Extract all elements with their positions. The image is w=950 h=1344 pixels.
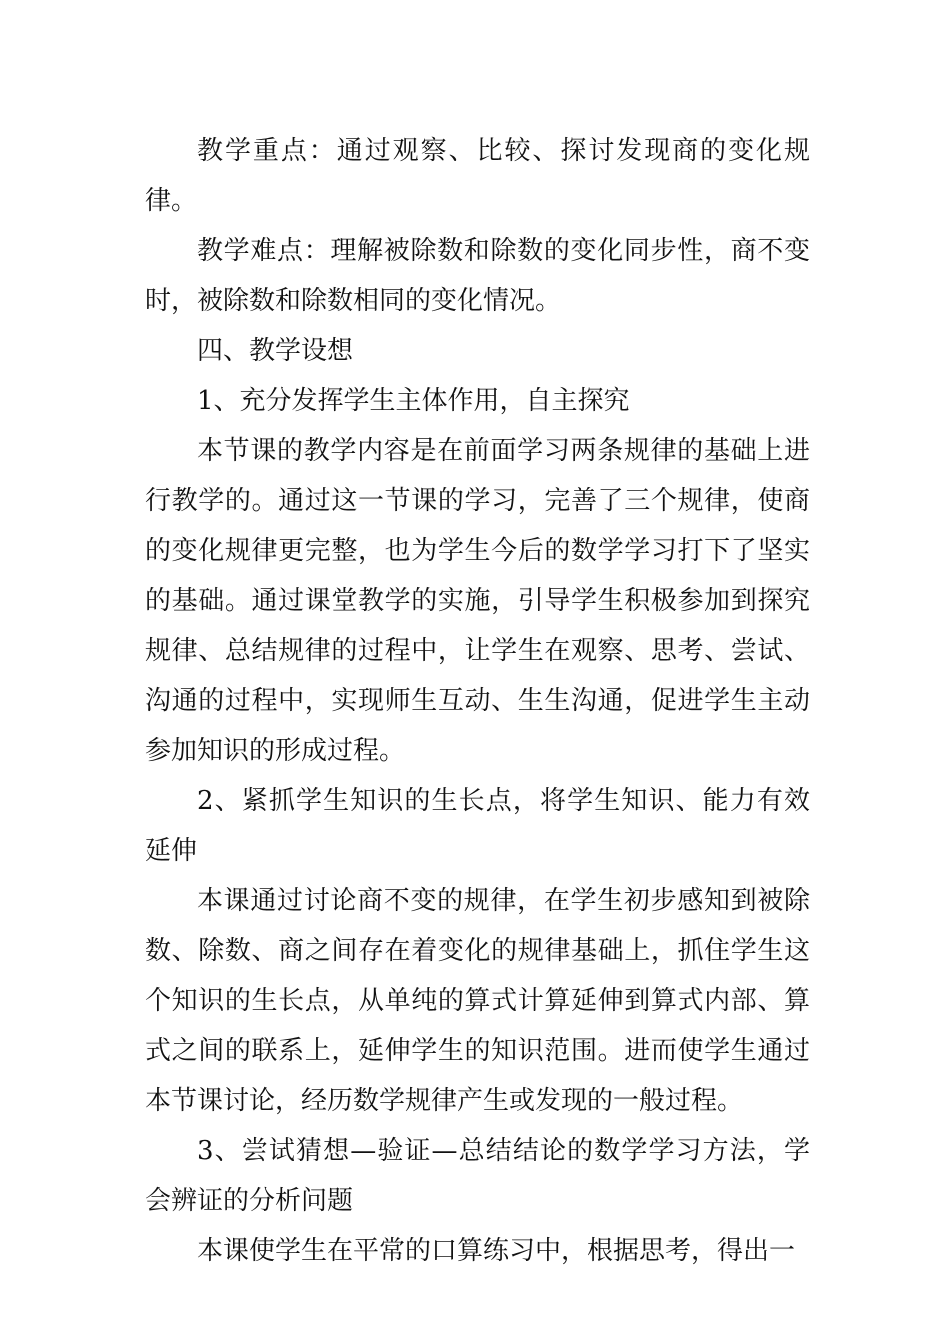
section-heading-teaching-plan: 四、教学设想 [197, 336, 354, 366]
item-3-heading: 3、尝试猜想—验证—总结结论的数学学习方法，学会辨证的分析问题 [145, 1136, 810, 1216]
item-2-heading: 2、紧抓学生知识的生长点，将学生知识、能力有效延伸 [145, 786, 810, 866]
item-1-heading: 1、充分发挥学生主体作用，自主探究 [197, 386, 630, 416]
teaching-difficult-point: 教学难点：理解被除数和除数的变化同步性，商不变时，被除数和除数相同的变化情况。 [145, 236, 810, 316]
document-body [145, 126, 810, 1276]
item-2-body: 本课通过讨论商不变的规律，在学生初步感知到被除数、除数、商之间存在着变化的规律基础上，抓住学生这个知识的生长点，从单纯的算式计算延伸到算式内部、算式之间的联系上，延伸学生的知识范围。进而使学生通过本节课讨论，经历数学规律产生或发现的一般过程。 [145, 886, 810, 1116]
item-3-body: 本课使学生在平常的口算练习中，根据思考，得出一 [197, 1236, 796, 1266]
item-1-body: 本节课的教学内容是在前面学习两条规律的基础上进行教学的。通过这一节课的学习，完善了三个规律，使商的变化规律更完整，也为学生今后的数学学习打下了坚实的基础。通过课堂教学的实施，引导学生积极参加到探究规律、总结规律的过程中，让学生在观察、思考、尝试、沟通的过程中，实现师生互动、生生沟通，促进学生主动参加知识的形成过程。 [145, 436, 810, 766]
teaching-key-point: 教学重点：通过观察、比较、探讨发现商的变化规律。 [145, 136, 810, 216]
